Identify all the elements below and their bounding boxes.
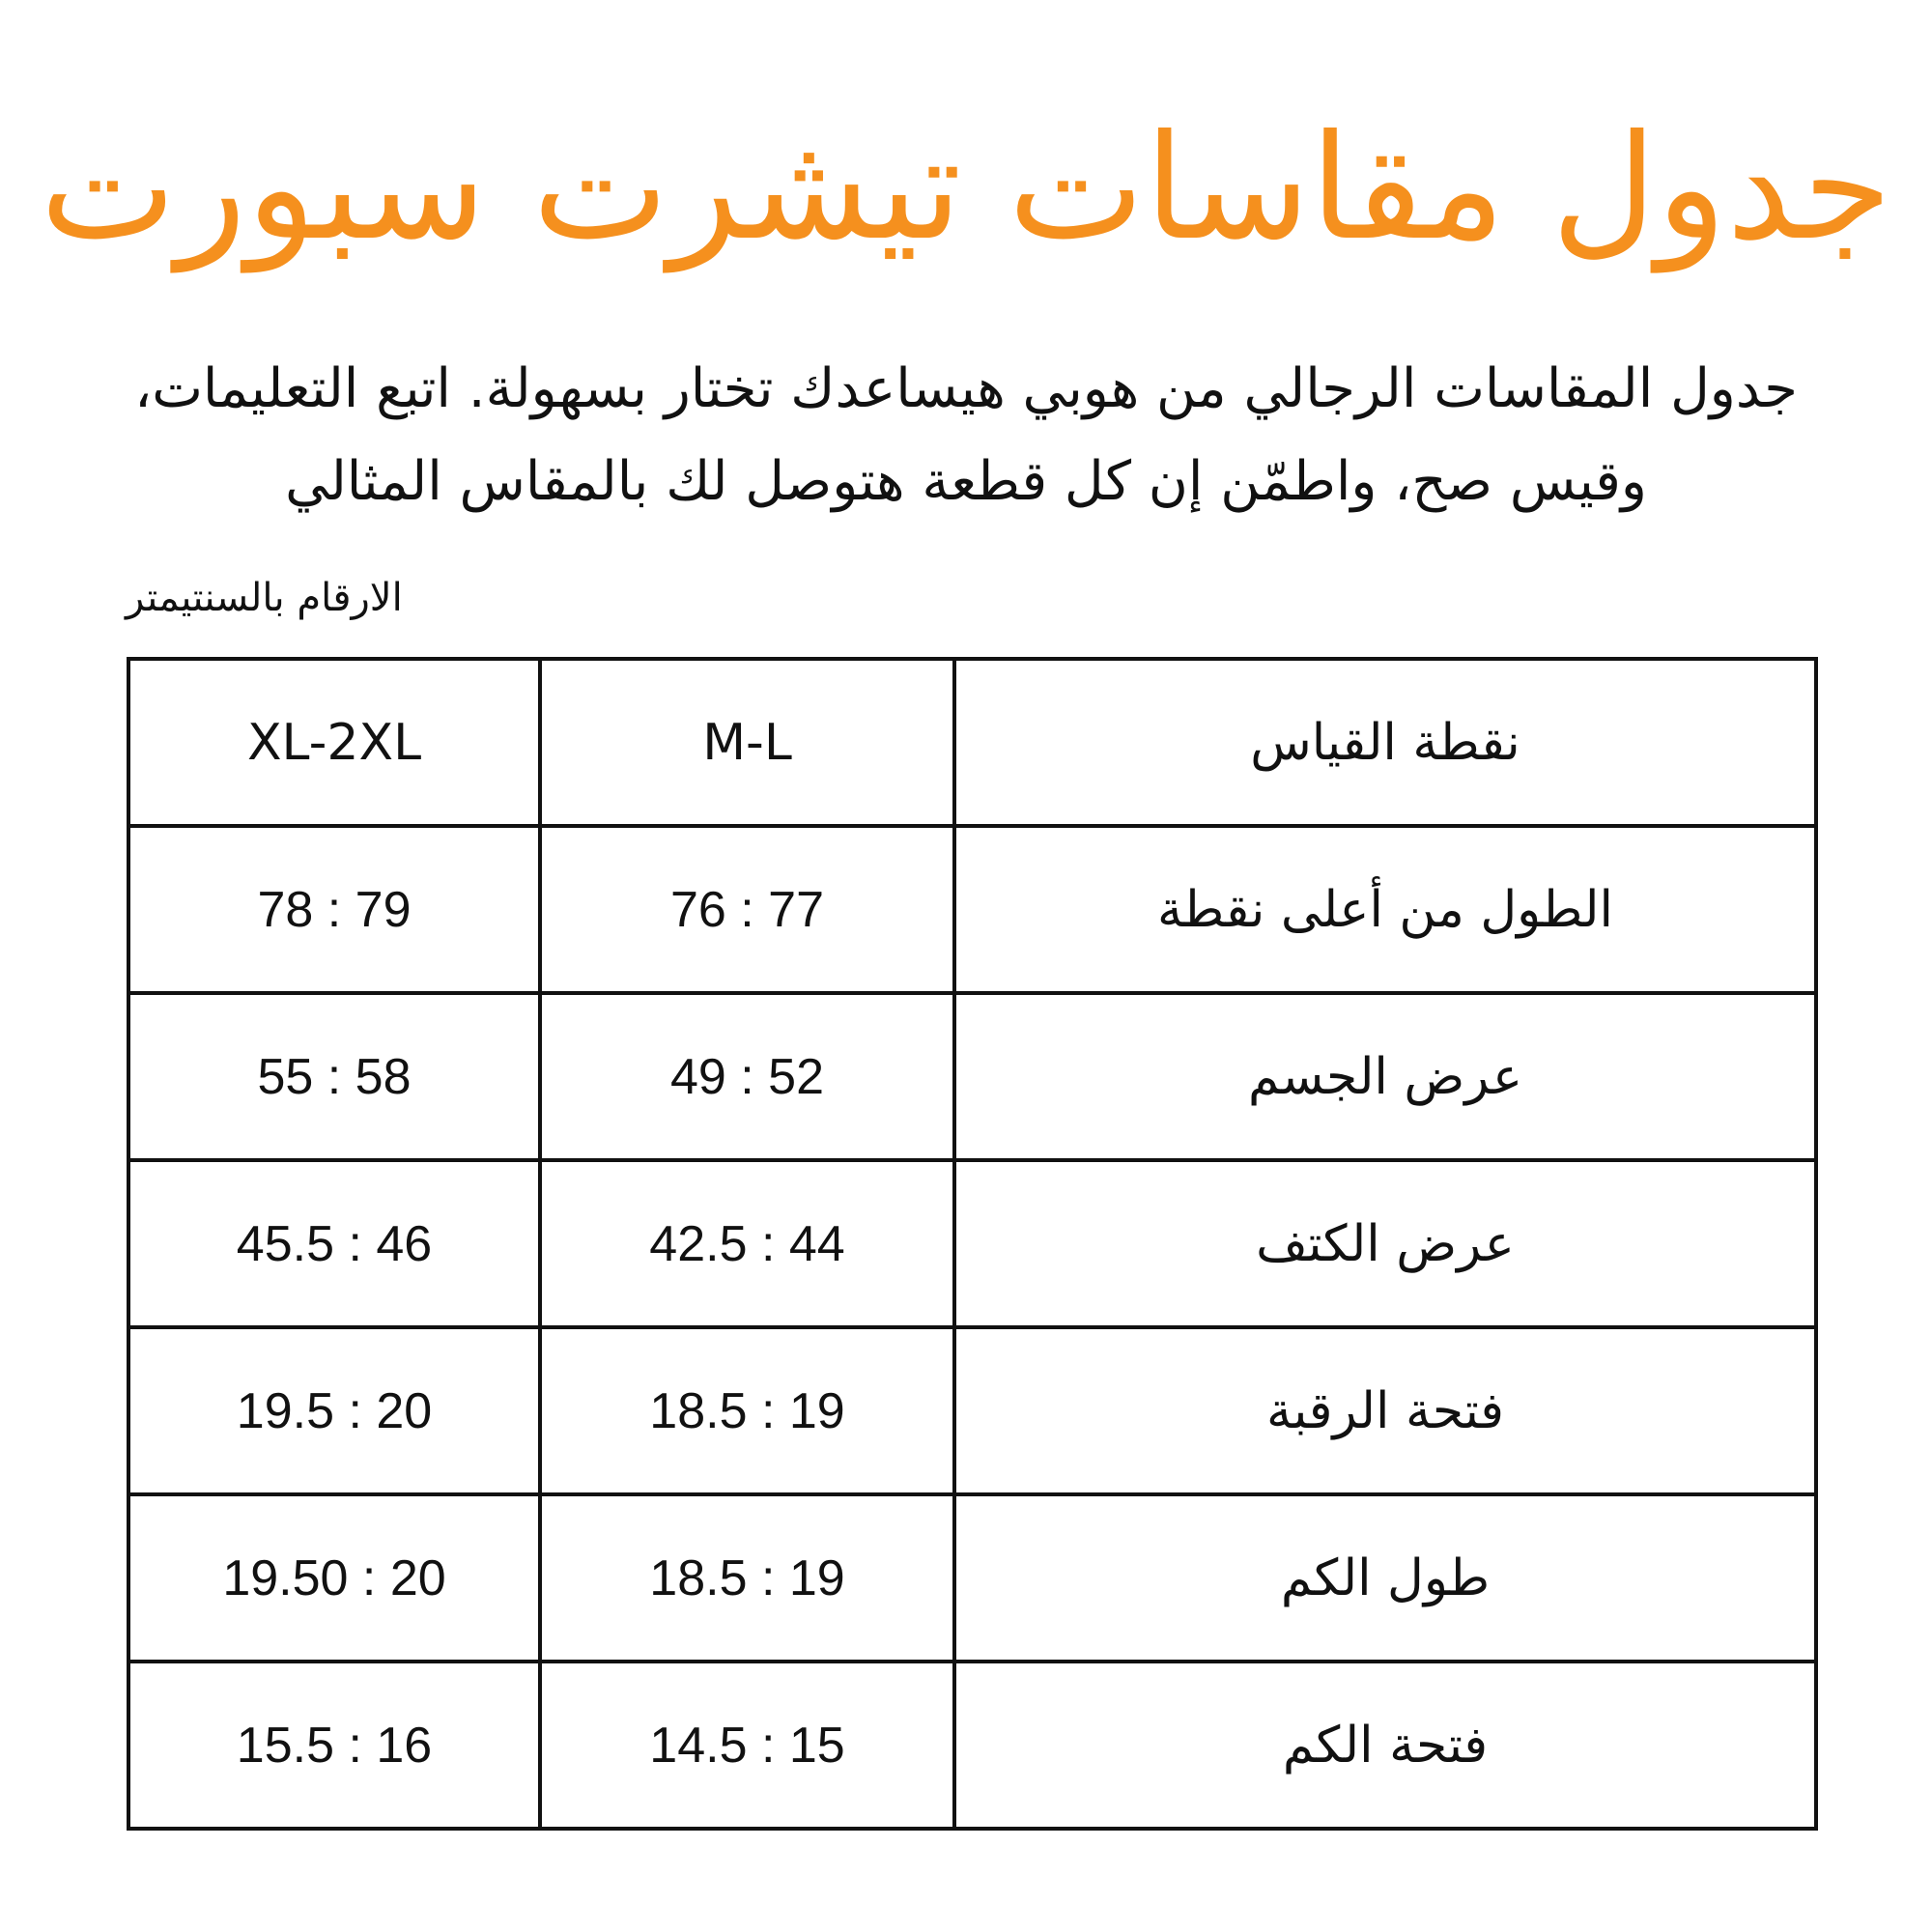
cell-measure-label: طول الكم <box>954 1494 1816 1662</box>
cell-measure-label: فتحة الرقبة <box>954 1327 1816 1494</box>
cell-ml-value: 14.5 : 15 <box>540 1662 954 1829</box>
page-title: جدول مقاسات تيشرت سبورت <box>40 104 1892 272</box>
table-row <box>128 1327 1816 1494</box>
cell-xl-value: 78 : 79 <box>128 826 540 993</box>
unit-note: الارقام بالسنتيمتر <box>126 576 403 620</box>
header-xl-2xl: XL-2XL <box>128 659 540 826</box>
table-row <box>128 1160 1816 1327</box>
table-row <box>128 826 1816 993</box>
header-measure-point: نقطة القياس <box>954 659 1816 826</box>
cell-ml-value: 76 : 77 <box>540 826 954 993</box>
table-row <box>128 1662 1816 1829</box>
cell-measure-label: عرض الجسم <box>954 993 1816 1160</box>
table-header-row <box>128 659 1816 826</box>
intro-line-2: وقيس صح، واطمّن إن كل قطعة هتوصل لك بالمقاس المثالي <box>285 450 1647 513</box>
intro-line-1: جدول المقاسات الرجالي من هوبي هيساعدك تختار بسهولة. اتبع التعليمات، <box>134 357 1798 420</box>
size-table <box>127 657 1818 1831</box>
header-m-l: M-L <box>540 659 954 826</box>
cell-ml-value: 49 : 52 <box>540 993 954 1160</box>
cell-xl-value: 15.5 : 16 <box>128 1662 540 1829</box>
table-row <box>128 1494 1816 1662</box>
cell-xl-value: 55 : 58 <box>128 993 540 1160</box>
cell-xl-value: 19.50 : 20 <box>128 1494 540 1662</box>
cell-measure-label: فتحة الكم <box>954 1662 1816 1829</box>
cell-xl-value: 45.5 : 46 <box>128 1160 540 1327</box>
cell-ml-value: 18.5 : 19 <box>540 1327 954 1494</box>
cell-ml-value: 18.5 : 19 <box>540 1494 954 1662</box>
cell-ml-value: 42.5 : 44 <box>540 1160 954 1327</box>
table-row <box>128 993 1816 1160</box>
cell-measure-label: عرض الكتف <box>954 1160 1816 1327</box>
cell-measure-label: الطول من أعلى نقطة <box>954 826 1816 993</box>
intro-text <box>126 343 1806 528</box>
cell-xl-value: 19.5 : 20 <box>128 1327 540 1494</box>
